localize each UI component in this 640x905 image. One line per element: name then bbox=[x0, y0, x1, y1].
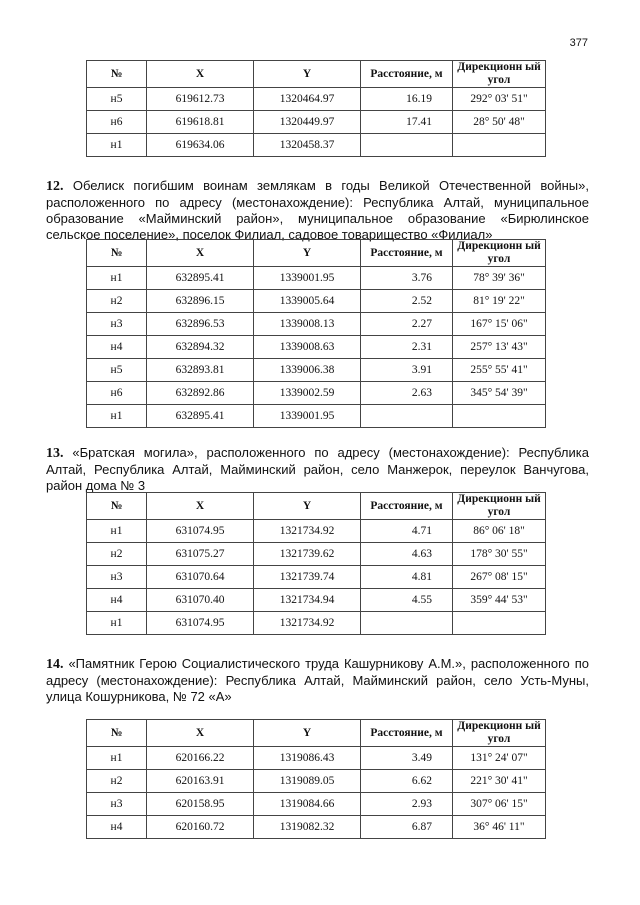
angle-cell: 257° 13' 43" bbox=[453, 336, 546, 359]
table-row bbox=[87, 88, 546, 111]
header-angle: Дирекционн ый угол bbox=[453, 240, 546, 267]
x-cell: 619634.06 bbox=[147, 134, 254, 157]
y-cell: 1319086.43 bbox=[254, 747, 361, 770]
header-y: Y bbox=[254, 61, 361, 88]
point-id-cell: н4 bbox=[87, 336, 147, 359]
angle-cell: 255° 55' 41" bbox=[453, 359, 546, 382]
y-cell: 1321739.74 bbox=[254, 566, 361, 589]
header-distance: Расстояние, м bbox=[361, 240, 453, 267]
y-cell: 1319089.05 bbox=[254, 770, 361, 793]
angle-cell: 359° 44' 53" bbox=[453, 589, 546, 612]
coordinates-table bbox=[86, 60, 546, 157]
distance-cell bbox=[361, 612, 453, 635]
y-cell: 1339005.64 bbox=[254, 290, 361, 313]
point-id-cell: н3 bbox=[87, 313, 147, 336]
distance-cell: 3.76 bbox=[361, 267, 453, 290]
header-number: № bbox=[87, 61, 147, 88]
y-cell: 1339008.13 bbox=[254, 313, 361, 336]
distance-cell: 2.63 bbox=[361, 382, 453, 405]
distance-cell: 6.87 bbox=[361, 816, 453, 839]
distance-cell: 16.19 bbox=[361, 88, 453, 111]
x-cell: 619612.73 bbox=[147, 88, 254, 111]
angle-cell bbox=[453, 405, 546, 428]
section-number: 12. bbox=[46, 179, 64, 194]
y-cell: 1339001.95 bbox=[254, 267, 361, 290]
x-cell: 631070.40 bbox=[147, 589, 254, 612]
distance-cell: 2.93 bbox=[361, 793, 453, 816]
y-cell: 1339008.63 bbox=[254, 336, 361, 359]
point-id-cell: н6 bbox=[87, 111, 147, 134]
angle-cell: 221° 30' 41" bbox=[453, 770, 546, 793]
angle-cell: 131° 24' 07" bbox=[453, 747, 546, 770]
angle-cell: 36° 46' 11" bbox=[453, 816, 546, 839]
table-row bbox=[87, 612, 546, 635]
distance-cell: 17.41 bbox=[361, 111, 453, 134]
point-id-cell: н1 bbox=[87, 520, 147, 543]
distance-cell: 4.81 bbox=[361, 566, 453, 589]
point-id-cell: н1 bbox=[87, 612, 147, 635]
coordinates-table bbox=[86, 719, 546, 839]
y-cell: 1320449.97 bbox=[254, 111, 361, 134]
header-angle: Дирекционн ый угол bbox=[453, 720, 546, 747]
distance-cell bbox=[361, 405, 453, 428]
header-distance: Расстояние, м bbox=[361, 61, 453, 88]
header-distance: Расстояние, м bbox=[361, 493, 453, 520]
section-13 bbox=[46, 445, 589, 494]
header-y: Y bbox=[254, 493, 361, 520]
header-distance: Расстояние, м bbox=[361, 720, 453, 747]
table-row bbox=[87, 770, 546, 793]
point-id-cell: н5 bbox=[87, 359, 147, 382]
table-row bbox=[87, 336, 546, 359]
y-cell: 1319082.32 bbox=[254, 816, 361, 839]
header-number: № bbox=[87, 240, 147, 267]
section-text: «Памятник Герою Социалистического труда Кашурникову А.М.», расположенного по адресу (местонахождение): Республика Алтай, Майминский район, село Усть-Муны, улица Кошурникова, № 72 «А» bbox=[46, 656, 589, 704]
x-cell: 632893.81 bbox=[147, 359, 254, 382]
y-cell: 1321734.92 bbox=[254, 612, 361, 635]
x-cell: 632892.86 bbox=[147, 382, 254, 405]
point-id-cell: н3 bbox=[87, 793, 147, 816]
distance-cell: 2.52 bbox=[361, 290, 453, 313]
distance-cell: 4.55 bbox=[361, 589, 453, 612]
y-cell: 1321734.92 bbox=[254, 520, 361, 543]
table-row bbox=[87, 747, 546, 770]
angle-cell: 78° 39' 36" bbox=[453, 267, 546, 290]
point-id-cell: н3 bbox=[87, 566, 147, 589]
point-id-cell: н1 bbox=[87, 405, 147, 428]
header-y: Y bbox=[254, 720, 361, 747]
section-text: «Братская могила», расположенного по адресу (местонахождение): Республика Алтай, Республика Алтай, Майминский район, село Манжерок, переулок Ванчугова, район дома № 3 bbox=[46, 445, 589, 493]
point-id-cell: н1 bbox=[87, 134, 147, 157]
angle-cell: 267° 08' 15" bbox=[453, 566, 546, 589]
y-cell: 1320464.97 bbox=[254, 88, 361, 111]
distance-cell: 4.71 bbox=[361, 520, 453, 543]
table-row bbox=[87, 405, 546, 428]
distance-cell bbox=[361, 134, 453, 157]
table-row bbox=[87, 520, 546, 543]
y-cell: 1319084.66 bbox=[254, 793, 361, 816]
point-id-cell: н1 bbox=[87, 267, 147, 290]
y-cell: 1321739.62 bbox=[254, 543, 361, 566]
table-row bbox=[87, 543, 546, 566]
header-angle: Дирекционн ый угол bbox=[453, 493, 546, 520]
header-angle: Дирекционн ый угол bbox=[453, 61, 546, 88]
y-cell: 1339002.59 bbox=[254, 382, 361, 405]
x-cell: 620158.95 bbox=[147, 793, 254, 816]
angle-cell: 345° 54' 39" bbox=[453, 382, 546, 405]
table-header-row bbox=[87, 720, 546, 747]
x-cell: 620163.91 bbox=[147, 770, 254, 793]
point-id-cell: н4 bbox=[87, 589, 147, 612]
table-header-row bbox=[87, 240, 546, 267]
angle-cell bbox=[453, 612, 546, 635]
coordinates-table bbox=[86, 239, 546, 428]
header-x: X bbox=[147, 493, 254, 520]
x-cell: 620166.22 bbox=[147, 747, 254, 770]
distance-cell: 4.63 bbox=[361, 543, 453, 566]
header-x: X bbox=[147, 720, 254, 747]
angle-cell: 86° 06' 18" bbox=[453, 520, 546, 543]
header-y: Y bbox=[254, 240, 361, 267]
angle-cell: 178° 30' 55" bbox=[453, 543, 546, 566]
x-cell: 620160.72 bbox=[147, 816, 254, 839]
table-row bbox=[87, 816, 546, 839]
y-cell: 1339006.38 bbox=[254, 359, 361, 382]
angle-cell: 81° 19' 22" bbox=[453, 290, 546, 313]
table-row bbox=[87, 793, 546, 816]
table-row bbox=[87, 359, 546, 382]
x-cell: 631070.64 bbox=[147, 566, 254, 589]
table-row bbox=[87, 267, 546, 290]
x-cell: 631074.95 bbox=[147, 520, 254, 543]
x-cell: 632894.32 bbox=[147, 336, 254, 359]
x-cell: 619618.81 bbox=[147, 111, 254, 134]
coordinates-table bbox=[86, 492, 546, 635]
distance-cell: 2.31 bbox=[361, 336, 453, 359]
distance-cell: 3.91 bbox=[361, 359, 453, 382]
angle-cell: 292° 03' 51" bbox=[453, 88, 546, 111]
section-text: Обелиск погибшим воинам землякам в годы Великой Отечественной войны», расположенного по адресу (местонахождение): Республика Алтай, муниципальное образование «Майминский район», муниципальное образование «Бирюлинское сельское поселение», поселок Филиал, садовое товарищество «Филиал» bbox=[46, 178, 589, 242]
angle-cell bbox=[453, 134, 546, 157]
table-row bbox=[87, 134, 546, 157]
x-cell: 632896.15 bbox=[147, 290, 254, 313]
point-id-cell: н5 bbox=[87, 88, 147, 111]
y-cell: 1339001.95 bbox=[254, 405, 361, 428]
x-cell: 632895.41 bbox=[147, 267, 254, 290]
header-x: X bbox=[147, 61, 254, 88]
section-number: 13. bbox=[46, 446, 64, 461]
point-id-cell: н2 bbox=[87, 543, 147, 566]
header-number: № bbox=[87, 493, 147, 520]
x-cell: 632896.53 bbox=[147, 313, 254, 336]
point-id-cell: н2 bbox=[87, 770, 147, 793]
table-row bbox=[87, 313, 546, 336]
section-12 bbox=[46, 178, 589, 243]
point-id-cell: н1 bbox=[87, 747, 147, 770]
y-cell: 1321734.94 bbox=[254, 589, 361, 612]
angle-cell: 28° 50' 48" bbox=[453, 111, 546, 134]
point-id-cell: н2 bbox=[87, 290, 147, 313]
distance-cell: 6.62 bbox=[361, 770, 453, 793]
angle-cell: 307° 06' 15" bbox=[453, 793, 546, 816]
x-cell: 632895.41 bbox=[147, 405, 254, 428]
point-id-cell: н6 bbox=[87, 382, 147, 405]
table-header-row bbox=[87, 493, 546, 520]
header-number: № bbox=[87, 720, 147, 747]
x-cell: 631075.27 bbox=[147, 543, 254, 566]
section-number: 14. bbox=[46, 657, 64, 672]
point-id-cell: н4 bbox=[87, 816, 147, 839]
distance-cell: 2.27 bbox=[361, 313, 453, 336]
y-cell: 1320458.37 bbox=[254, 134, 361, 157]
angle-cell: 167° 15' 06" bbox=[453, 313, 546, 336]
table-row bbox=[87, 566, 546, 589]
distance-cell: 3.49 bbox=[361, 747, 453, 770]
table-header-row bbox=[87, 61, 546, 88]
x-cell: 631074.95 bbox=[147, 612, 254, 635]
table-row bbox=[87, 589, 546, 612]
table-row bbox=[87, 290, 546, 313]
section-14 bbox=[46, 656, 589, 705]
table-row bbox=[87, 382, 546, 405]
page-number: 377 bbox=[569, 37, 588, 49]
header-x: X bbox=[147, 240, 254, 267]
table-row bbox=[87, 111, 546, 134]
